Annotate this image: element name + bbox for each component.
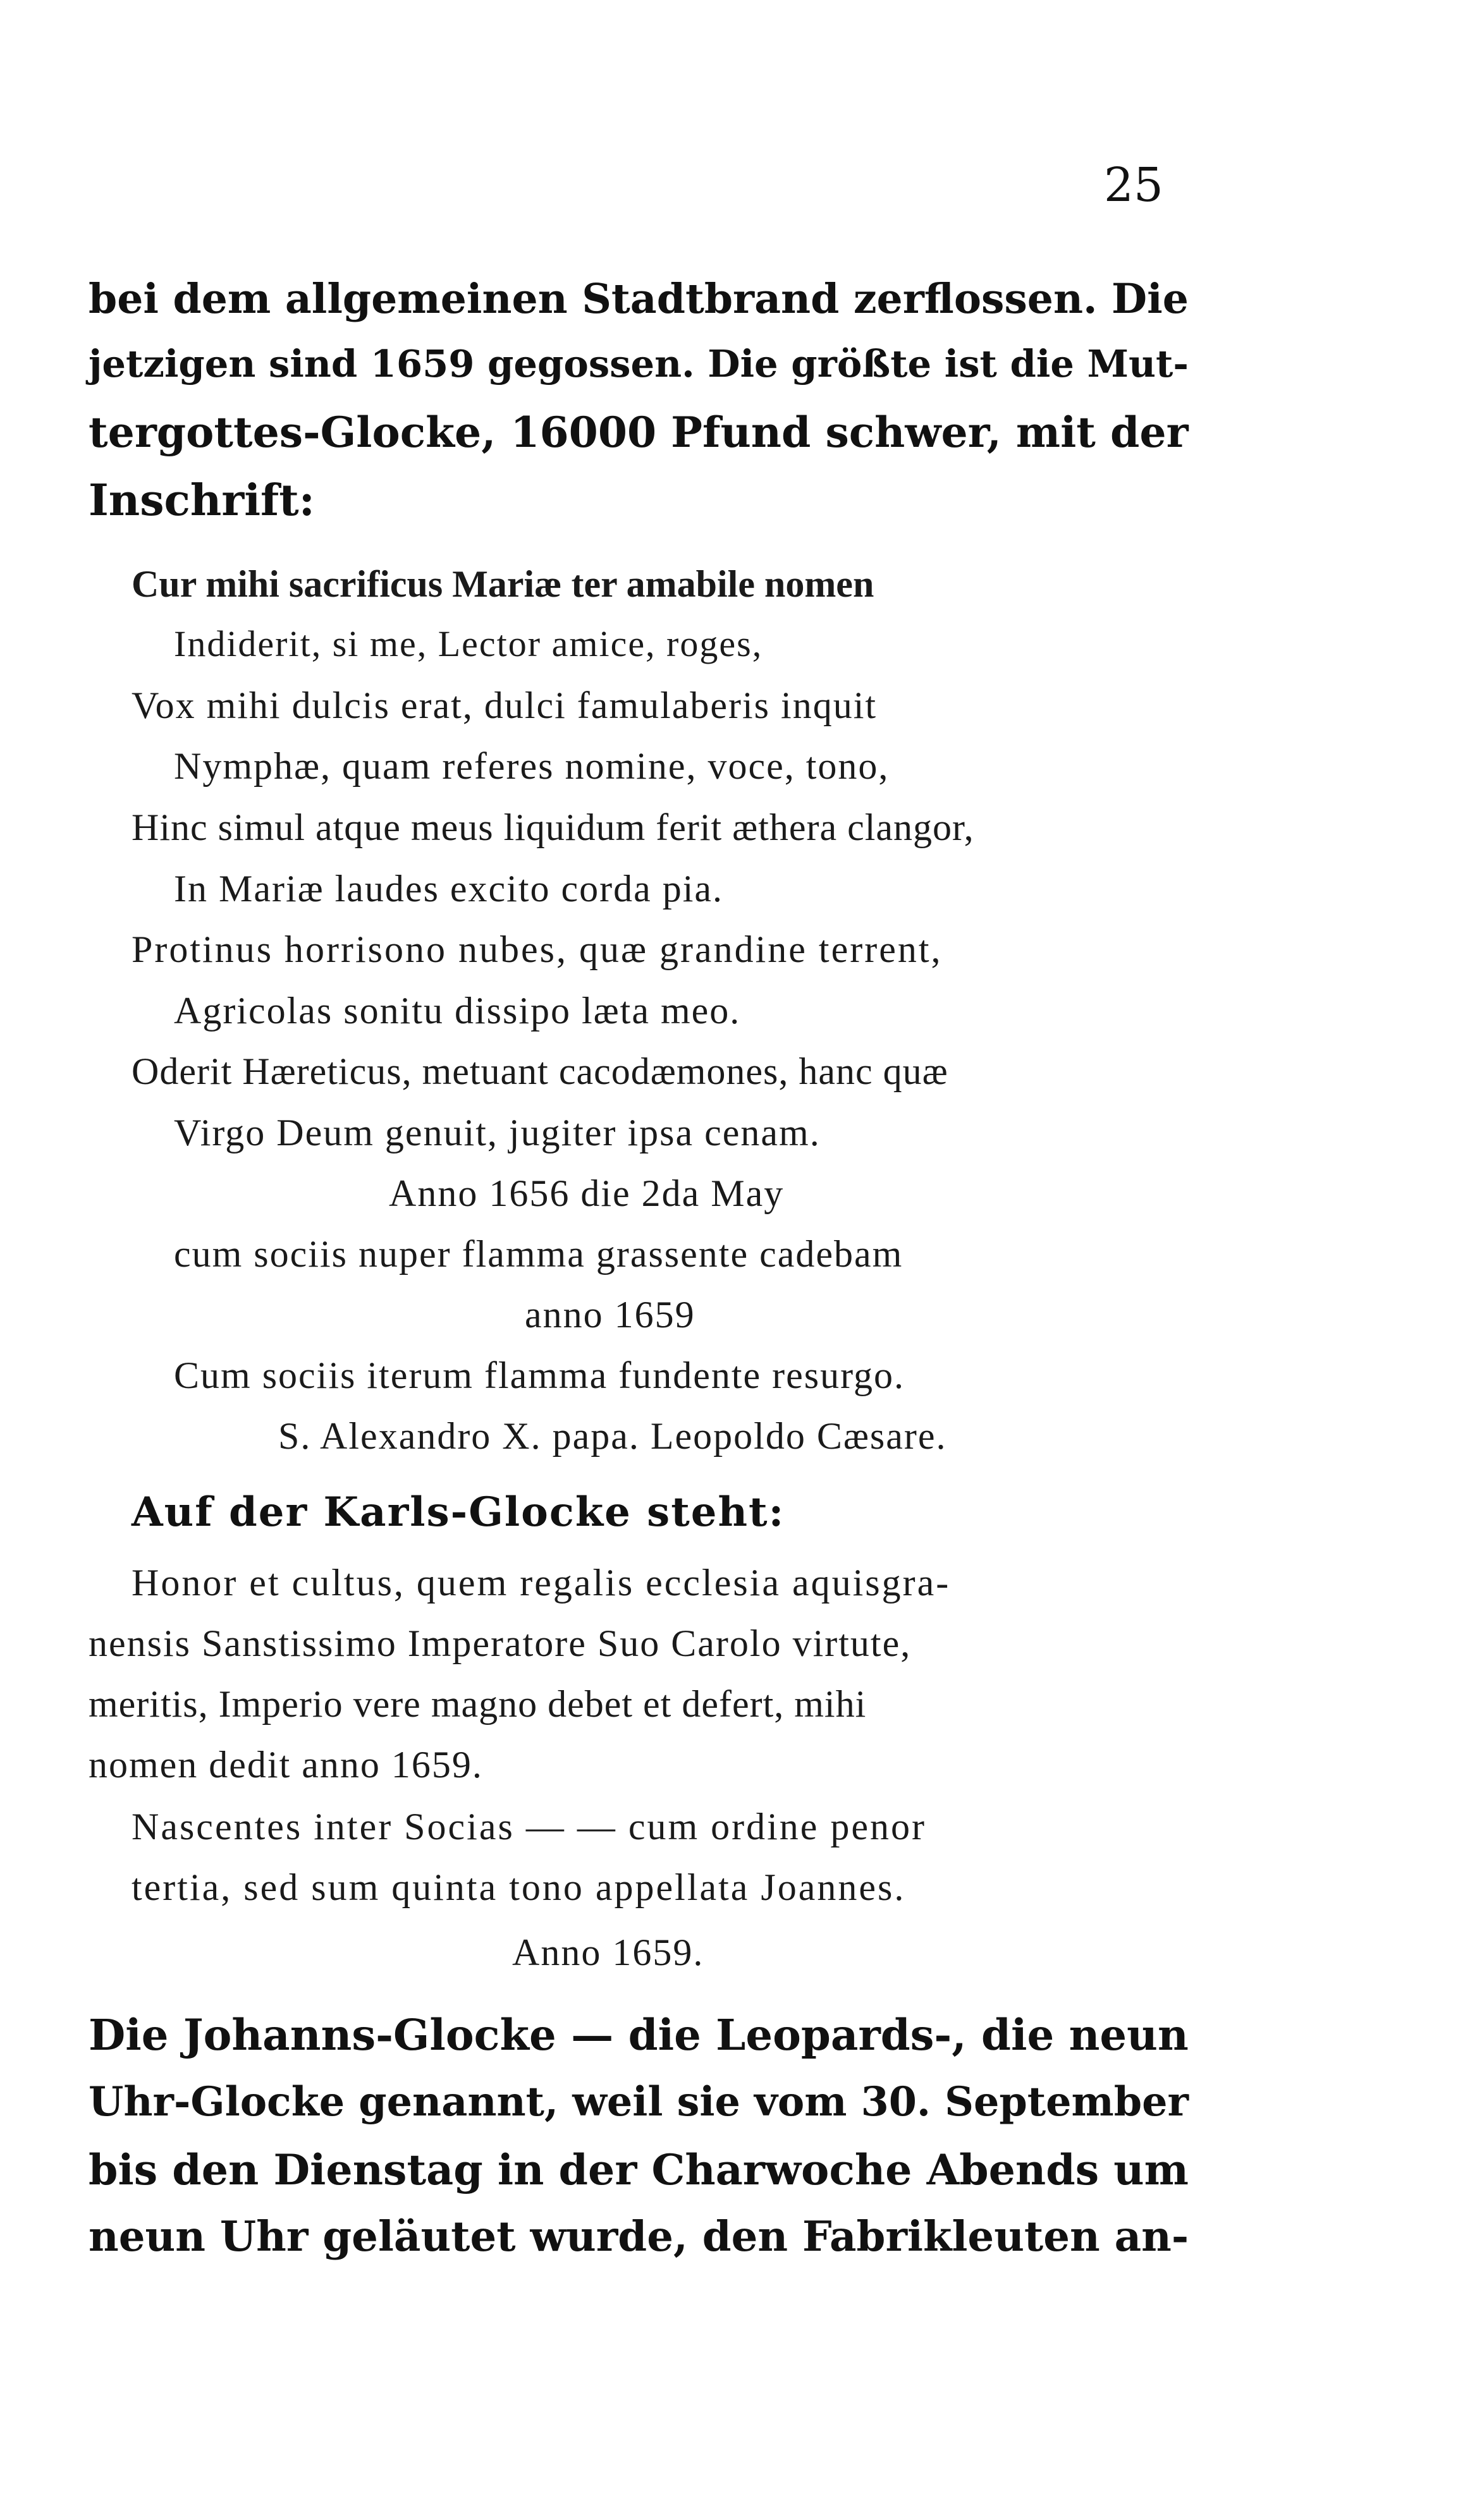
karls-line-2: nensis Sanstissimo Imperatore Suo Carolo virtute,: [89, 1622, 912, 1664]
inscription-line-14: Cum sociis iterum flamma fundente resurgo.: [174, 1354, 905, 1396]
inscription-line-8: Agricolas sonitu dissipo læta meo.: [174, 990, 741, 1032]
inscription-line-13: anno 1659: [525, 1294, 695, 1336]
closing-line-3: bis den Dienstag in der Charwoche Abends um: [89, 2145, 1189, 2194]
intro-line-2: jetzigen sind 1659 gegossen. Die größte ist die Mut-: [89, 341, 1189, 386]
inscription-line-12: cum sociis nuper flamma grassente cadebam: [174, 1233, 903, 1275]
karls-line-4: nomen dedit anno 1659.: [89, 1744, 483, 1786]
intro-line-4: Inschrift:: [89, 475, 315, 526]
karls-line-3: meritis, Imperio vere magno debet et defert, mihi: [89, 1683, 867, 1725]
karls-heading: Auf der Karls-Glocke steht:: [132, 1488, 785, 1536]
inscription-line-9: Oderit Hæreticus, metuant cacodæmones, hanc quæ: [132, 1050, 948, 1092]
inscription-line-15: S. Alexandro X. papa. Leopoldo Cæsare.: [278, 1415, 947, 1457]
inscription-line-10: Virgo Deum genuit, jugiter ipsa cenam.: [174, 1112, 821, 1153]
closing-line-1: Die Johanns-Glocke — die Leopards-, die neun: [89, 2010, 1189, 2060]
intro-line-3: tergottes-Glocke, 16000 Pfund schwer, mit der: [89, 408, 1189, 457]
karls-line-5: Nascentes inter Socias — — cum ordine penor: [132, 1806, 927, 1847]
closing-line-2: Uhr-Glocke genannt, weil sie vom 30. September: [89, 2078, 1189, 2125]
inscription-line-5: Hinc simul atque meus liquidum ferit æthera clangor,: [132, 807, 974, 848]
page-number: 25: [1103, 158, 1163, 212]
karls-line-7: Anno 1659.: [512, 1932, 704, 1973]
inscription-line-6: In Mariæ laudes excito corda pia.: [174, 868, 724, 910]
karls-line-6: tertia, sed sum quinta tono appellata Joannes.: [132, 1866, 906, 1908]
intro-line-1: bei dem allgemeinen Stadtbrand zerflossen. Die: [89, 275, 1189, 323]
inscription-line-7: Protinus horrisono nubes, quæ grandine terrent,: [132, 928, 943, 970]
inscription-line-1: Cur mihi sacrificus Mariæ ter amabile nomen: [132, 563, 874, 605]
inscription-line-4: Nymphæ, quam referes nomine, voce, tono,: [174, 745, 890, 787]
inscription-line-11: Anno 1656 die 2da May: [389, 1172, 785, 1214]
karls-line-1: Honor et cultus, quem regalis ecclesia aquisgra-: [132, 1562, 951, 1604]
inscription-line-2: Indiderit, si me, Lector amice, roges,: [174, 623, 763, 664]
closing-line-4: neun Uhr geläutet wurde, den Fabrikleuten an-: [89, 2212, 1189, 2261]
inscription-line-3: Vox mihi dulcis erat, dulci famulaberis inquit: [132, 685, 878, 726]
